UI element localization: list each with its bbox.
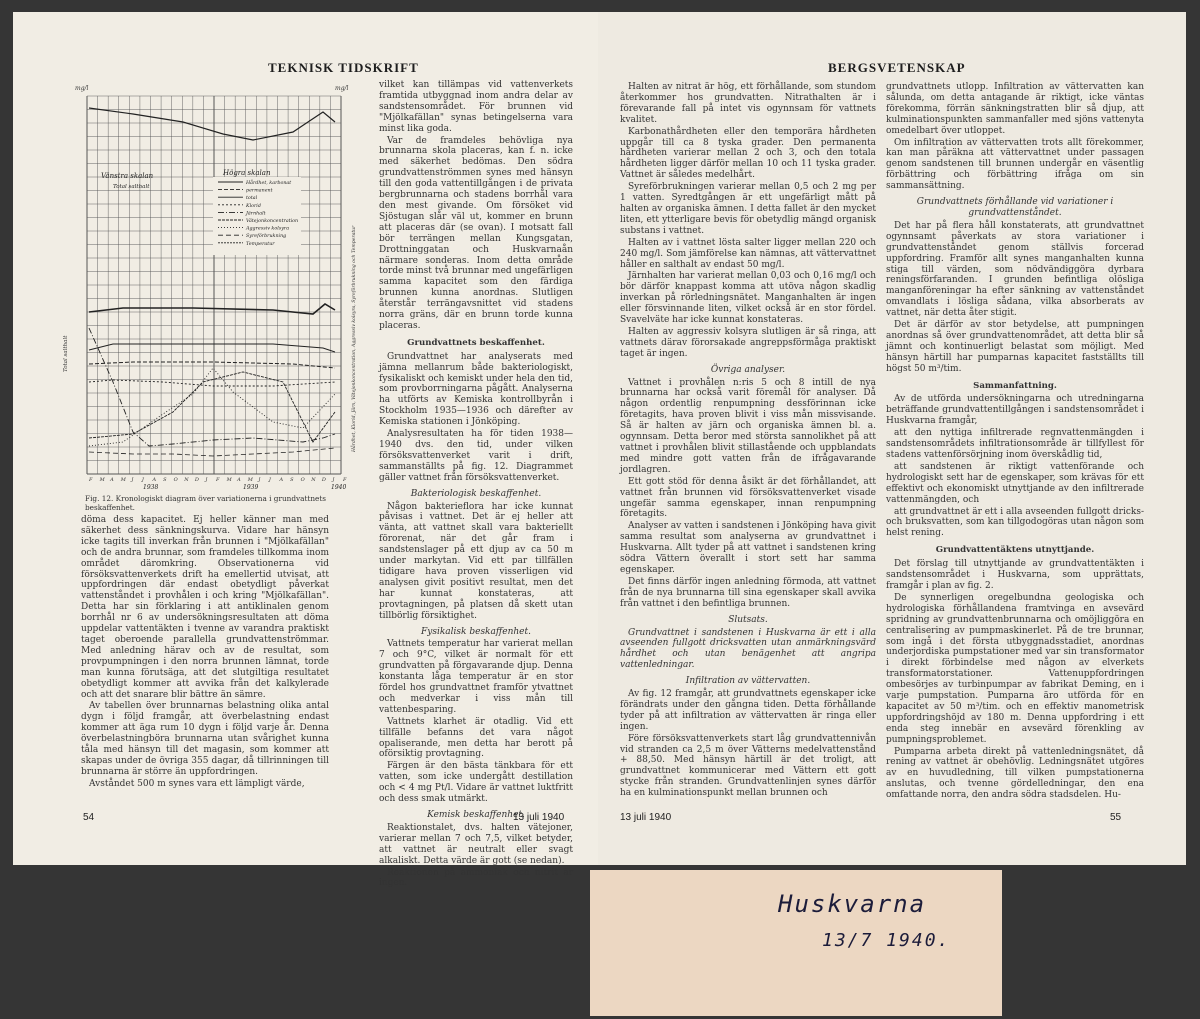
paragraph: Pumparna arbeta direkt på vattenledningsnätet, då rening av vattnet är obehövlig. Ledningsnätet utgöres av en huvudledning, till vilken pumpstationerna anslutas, och tvenne gördelledningar, den ena omfattande norra, den andra södra stadsdelen. Hu- (886, 746, 1144, 801)
month-tick-label: J (332, 477, 335, 483)
paragraph: Ett gott stöd för denna åsikt är det förhållandet, att vattnet från brunnen vid försöksvattenverket visade ungefär samma egenskaper, innan renpumpning företagits. (620, 476, 876, 520)
issue-date: 13 juli 1940 (620, 812, 672, 823)
chart-curve (89, 380, 335, 386)
subsection-heading: Bakteriologisk beskaffenhet. (410, 488, 542, 499)
legend-entry: Syreförbrukning (246, 234, 287, 240)
month-tick-label: M (120, 477, 126, 483)
paragraph: Syreförbrukningen varierar mellan 0,5 och 2 mg per 1 vatten. Syredtgången är ett ungefärligt mått på halten av organiska ämnen. I detta fallet är den mycket liten, ett ytterligare bevis för obetydlig mängd organisk substans i vattnet. (620, 182, 876, 236)
paragraph: Vattnet i provhålen n:ris 5 och 8 intill de nya brunnarna har också varit föremål för analyser. Då någon ordentlig renpumpning dessförinnan icke företagits, hava proven blivit i viss mån missvisande. Så är halten av järn och organiska ämnen bl. a. ogynnsam. Detta beror med största sannolikhet på att vattnet i provhålen blivit stillastående och uppblandats med mindre gott vatten från de ifrågavarande jordlagren. (620, 377, 876, 475)
paragraph: Avståndet 500 m synes vara ett lämpligt värde, (89, 778, 305, 789)
legend-left-item: Total salthalt (113, 184, 150, 190)
paragraph: Det är därför av stor betydelse, att pumpningen anordnas så över grundvattenområdet, att detta blir så jämnt och kontinuerligt belastat som möjligt. Med hänsyn härtill har pumparnas kapacitet fastställts till högst 50 m³/tim. (886, 320, 1144, 374)
month-tick-label: A (152, 477, 157, 483)
chart-grid (87, 96, 341, 474)
chart-right-axis-label: Hårdhet, Klorid, Järn, Vätejonkoncentration, Aggressiv kolsyra, Syreförbrukning och Temperatur (352, 225, 357, 452)
paragraph: Vattnets klarhet är otadlig. Vid ett tillfälle befanns det vara något opaliserande, men detta har berott på oförsiktig provtagning. (379, 716, 573, 760)
month-tick-label: J (141, 477, 144, 483)
paragraph: grundvattnets utlopp. Infiltration av vättervatten kan sålunda, om detta antagande är riktigt, icke väntas förekomma, förrän sänkningstratten blir så djup, att kulminationspunkten sammanfaller med sjöns vattenyta omedelbart över utloppet. (886, 82, 1144, 136)
paragraph: Av fig. 12 framgår, att grundvattnets egenskaper icke förändrats under den gångna tiden. Detta förhållande tyder på att infiltration av vättervatten är ringa eller ingen. (620, 689, 876, 732)
note-place: Huskvarna (778, 890, 927, 918)
paragraph: Det har på flera håll konstaterats, att grundvattnet ogynnsamt påverkats av stora variationer i grundvattenståndet genom ställvis forcerad uppfordring. Framför allt synes manganhalten kunna stiga till värden, som nödvändiggöra dyrbara reningsförfaranden. I grunden befintliga olösliga manganföreningar ha efter sänkning av vattenståndet omvandlats i lösliga sådana, vilka absorberats av vattnet, när detta åter stigit. (886, 220, 1144, 319)
year-1940: 1940 (331, 484, 347, 491)
subsection-heading: Infiltration av vättervatten. (685, 676, 811, 687)
chart-curve (89, 448, 335, 456)
paragraph: Före försöksvattenverkets start låg grundvattennivån vid stranden ca 2,5 m över Vätterns medelvattenstånd + 88,50. Med hänsyn härtill är det troligt, att grundvattnet kommunicerar med Vättern ett gott stycke från stranden. Grundvattenlinjen synes därför ha en kulminationspunkt mellan brunnen och (620, 733, 876, 799)
legend-entry: Temperatur (246, 241, 275, 247)
paragraph: att sandstenen är riktigt vattenförande och hydrologiskt sett har de egenskaper, som krävas för ett effektivt och ekonomiskt utnyttjande av den infiltrerade vattenmängden, och (886, 461, 1144, 505)
chart-right-unit: mg/l (335, 85, 349, 92)
month-tick-label: A (110, 477, 114, 483)
paragraph: Halten av aggressiv kolsyra slutligen är så ringa, att vattnets därav förorsakade angreppsförmåga praktiskt taget är ingen. (620, 326, 876, 359)
paragraph: Var de framdeles behövliga nya brunnarna skola placeras, kan f. n. icke med säkerhet bedömas. Den södra grundvattenströmmen synes med hänsyn till den goda vattentillgången i de privata bergbrunnarna och stadens borrhål vara den mest givande. Om försöket vid Sjöstugan slår väl ut, kommer en brunn att placeras där (se ovan). I motsatt fall bör terrängen mellan Kungsgatan, Drottninggatan och Huskvarnaån närmare sonderas. Inom detta område torde minst två brunnar med ungefärligen samma kapacitet som den färdiga brunnen kunna anordnas. Slutligen återstår terrängavsnittet vid stadens norra gräns, där en brunn torde kunna placeras. (379, 135, 573, 331)
page-number: 55 (1110, 812, 1122, 823)
legend-entry: permanent (246, 188, 273, 194)
page-left (13, 12, 600, 889)
paragraph: De synnerligen oregelbundna geologiska och hydrologiska förhållandena framtvinga en avsevärd spridning av grundvattenbrunnarna och omöjliggöra en centralisering av pumpmaskinerlet. På de tre brunnar, som ingå i det första utbyggnadsstadiet, anordnas underjordiska pumpstationer med var sin transformator i direkt förbindelse med någon av elverkets transformatorstationer. Vattenuppfordringen ombesörjes av turbinpumpar av fabrikat Deming, en i varje pumpstation. Pumparna äro utförda för en kapacitet av 50 m³/tim. och en effektiv manometrisk uppfordringshöjd av 180 m. Denna uppfordring i ett enda steg innebär en avsevärd förenkling av pumpningsproblemet. (886, 592, 1144, 745)
month-tick-label: N (311, 477, 316, 483)
month-tick-label: O (300, 477, 305, 483)
paragraph: att den nyttiga infiltrerade regnvattenmängden i sandstensområdets infiltrationsområde är tillfyllest för stadens vattenförsörjning inom överskådlig tid, (886, 428, 1144, 460)
page-right (598, 12, 1186, 865)
paragraph: vilket kan tillämpas vid vattenverkets framtida utbyggnad inom andra delar av sandstensområdet. För brunnen vid "Mjölkafällan" synas betingelserna vara minst lika goda. (379, 80, 573, 134)
subsection-heading: Slutsats. (728, 614, 768, 625)
paragraph: Av de utförda undersökningarna och utredningarna beträffande grundvattentillgången i sandstensområdet i Huskvarna framgår, (886, 394, 1144, 427)
journal-section-header: BERGSVETENSKAP (828, 60, 966, 75)
legend-entry: Hårdhet, karbonat (246, 181, 292, 186)
paragraph: att grundvattnet är ett i alla avseenden fullgott dricks- och bruksvatten, som kan tillgodogöras utan någon som helst rening. (886, 506, 1144, 539)
chart-curve (89, 108, 335, 140)
paragraph: Reaktionstalet, dvs. halten vätejoner, varierar mellan 7 och 7,5, vilket betyder, att vattnet är neutralt eller svagt alkaliskt. Detta värde är gott (se nedan). (379, 822, 573, 866)
paragraph: Karbonathårdheten eller den temporära hårdheten uppgår till ca 8 tyska grader. Den permanenta hårdheten varierar mellan 2 och 3, och den totala hårdheten ligger därför mellan 10 och 11 tyska grader. Vattnet är således medelhårt. (620, 126, 876, 181)
chart-legend-left (101, 172, 154, 190)
page-number: 54 (83, 812, 95, 823)
legend-entry: Aggressiv kolsyra (246, 226, 290, 232)
paragraph: döma dess kapacitet. Ej heller känner man med säkerhet dess sänkningskurva. Vidare har hänsyn icke tagits till inverkan från brunnen i "Mjölkafällan" och de andra brunnar, som framdeles tillkomma inom området däromkring. Observationerna vid försöksvattenverkets drift ha emellertid utvisat, att uppfordringen där endast obetydligt påverkat vattenståndet i provhålen i och kring "Mjölkafällan". Detta har sin förklaring i att antiklinalen genom borrhål nr 6 av undersökningsresultaten att döma uppdelar vattentäkten i tvenne av varandra praktiskt taget oberoende parallella grundvattenströmmar. Med anledning härav och av de resultat, som provpumpningen i den norra brunnen lämnat, torde man kunna förutsäga, att det slutgiltiga resultatet obetydligt kommer att avvika från det kalkylerade och att det snarare blir bättre än sämre. (81, 515, 329, 700)
month-tick-label: A (237, 477, 241, 483)
chart-curve (89, 344, 335, 352)
paragraph: Halten av nitrat är hög, ett förhållande, som stundom återkommer hos grundvatten. Nitrathalten är i förevarande fall på intet vis ogynnsam för vattnets kvalitet. (620, 82, 876, 125)
section-heading: Sammanfattning. (973, 380, 1057, 391)
month-tick-label: S (290, 477, 294, 483)
month-tick-label: F (216, 477, 220, 483)
paragraph: Färgen är den bästa tänkbara för ett vatten, som icke undergått destillation och < 4 mg Pt/l. Vidare är vattnet luktfritt och dess smak utmärkt. (379, 761, 573, 805)
legend-entry: Klorid (246, 203, 261, 209)
chart-curve (89, 362, 335, 368)
month-tick-label: J (258, 477, 261, 483)
legend-left-title: Vänstra skalan (101, 172, 154, 180)
chronological-diagram (63, 82, 363, 491)
handwritten-note (590, 870, 1002, 1016)
paragraph: Grundvattnet har analyserats med jämna mellanrum både bakteriologiskt, fysikaliskt och kemiskt under hela den tid, som provborrningarna pågått. Analyserna ha utförts av Kemiska kontrollbyrån i Stockholm 1935—1936 och därefter av Kemiska stationen i Jönköping. (379, 351, 573, 428)
month-tick-label: N (184, 477, 189, 483)
paragraph: Om infiltration av vättervatten trots allt förekommer, kan man påräkna att vättervattnet under passagen genom sandstenen till brunnen undergår en väsentlig förbättring och förbättring ifråga om sin sammansättning. (886, 137, 1144, 192)
paragraph: Halten av i vattnet lösta salter ligger mellan 220 och 240 mg/l. Som jämförelse kan nämnas, att vättervattnet håller en salthalt av endast 50 mg/l. (620, 237, 876, 270)
paragraph: Analyser av vatten i sandstenen i Jönköping hava givit samma resultat som analyserna av grundvattnet i Huskvarna. Allt tyder på att vattnet i sandstenen kring södra Vättern överallt i stort sett har samma egenskaper. (620, 521, 876, 575)
paragraph: Reaktionen på ammoniak och nitrit är ingen. (379, 867, 573, 889)
month-tick-label: M (226, 477, 232, 483)
month-tick-label: J (268, 477, 271, 483)
year-1939: 1939 (243, 484, 259, 491)
paragraph: Analysresultaten ha för tiden 1938—1940 dvs. den tid, under vilken försöksvattenverket varit i drift, sammanställts på fig. 12. Diagrammet gäller vattnet från försöksvattenverket. (379, 429, 573, 483)
section-heading: Grundvattnets beskaffenhet. (407, 337, 545, 348)
month-tick-label: A (279, 477, 284, 483)
subsection-heading: Grundvattnets förhållande vid variationer i grundvattenståndet. (916, 197, 1114, 218)
paragraph: Grundvattnet i sandstenen i Huskvarna är ett i alla avseenden fullgott dricksvatten utan anmärkningsvärd hårdhet och utan benägenhet att angripa vattenledningar. (620, 627, 876, 671)
month-tick-label: S (163, 477, 167, 483)
subsection-heading: Kemisk beskaffenhet. (427, 810, 525, 820)
chart-curve (89, 372, 335, 442)
paragraph: Av tabellen över brunnarnas belastning olika antal dygn i följd framgår, att överbelastning endast kommer att äga rum 10 dygn i följd varje år. Denna överbelastningböra brunnarna utan svårighet kunna tåla med hänsyn till det magasin, som kommer att skapas under de övriga 355 dagar, då tillrinningen till brunnarna är större än uppfordringen. (81, 701, 329, 777)
subsection-heading: Fysikalisk beskaffenhet. (421, 626, 531, 637)
month-tick-label: M (99, 477, 105, 483)
chart-month-labels (88, 477, 347, 483)
right-column-2 (886, 82, 1144, 808)
paragraph: Järnhalten har varierat mellan 0,03 och 0,16 mg/l och bör därför knappast komma att utöva någon skadlig inverkan på rörledningsnätet. Manganhalten är ingen eller försvinnande liten, vilket också är en stor fördel. Svavelväte har icke kunnat konstateras. (620, 271, 876, 326)
paragraph: Vattnets temperatur har varierat mellan 7 och 9°C, vilket är normalt för ett grundvatten på förgavarande djup. Denna konstanta låga temperatur är en stor fördel hos grundvattnet framför ytvattnet och medverkar i viss mån till vattenbesparing. (379, 639, 573, 715)
legend-right-title: Högra skalan (223, 169, 271, 177)
month-tick-label: M (247, 477, 253, 483)
chart-left-unit: mg/l (75, 85, 89, 92)
chart-legend-right (213, 169, 301, 255)
section-heading: Grundvattentäktens utnyttjande. (935, 545, 1095, 556)
legend-entry: Vätejonkoncentration (246, 219, 299, 224)
year-1938: 1938 (143, 484, 159, 491)
subsection-heading: Övriga analyser. (710, 364, 786, 375)
note-date: 13/7 1940. (822, 930, 951, 951)
month-tick-label: O (173, 477, 178, 483)
month-tick-label: J (205, 477, 208, 483)
chart-curves (89, 108, 335, 456)
right-column-1 (620, 82, 876, 808)
issue-date: 13 juli 1940 (513, 812, 565, 823)
chart-curve (89, 304, 335, 314)
month-tick-label: F (343, 477, 347, 483)
month-tick-label: D (321, 477, 326, 483)
legend-entry: Järnhalt (246, 211, 266, 217)
paragraph: Det finns därför ingen anledning förmoda, att vattnet från de nya brunnarna till sina egenskaper skall avvika från vattnet i den befintliga brunnen. (620, 576, 876, 609)
paragraph: Någon bakterieflora har icke kunnat påvisas i vattnet. Det är ej heller att vänta, att vattnet skall vara bakteriellt förorenat, när det går fram i sandstenslager på ett djup av ca 50 m under markytan. Vid ett par tillfällen tidigare hava proven visserligen vid analysen givit positivt resultat, men det har kunnat konstateras, att provtagningen, på platsen då skett utan tillbörlig försiktighet. (379, 501, 573, 621)
left-column-1 (81, 515, 329, 807)
legend-entry: total (246, 196, 258, 202)
figure-caption: Fig. 12. Kronologiskt diagram över variationerna i grundvattnets beskaffenhet. (85, 494, 327, 512)
month-tick-label: J (131, 477, 134, 483)
paragraph: Det förslag till utnyttjande av grundvattentäkten i sandstensområdet i Huskvarna, som upprättats, framgår i plan av fig. 2. (886, 559, 1144, 591)
month-tick-label: F (89, 477, 93, 483)
chart-left-axis-label: Total salthalt (63, 335, 69, 372)
journal-header: TEKNISK TIDSKRIFT (268, 60, 419, 75)
month-tick-label: D (194, 477, 199, 483)
